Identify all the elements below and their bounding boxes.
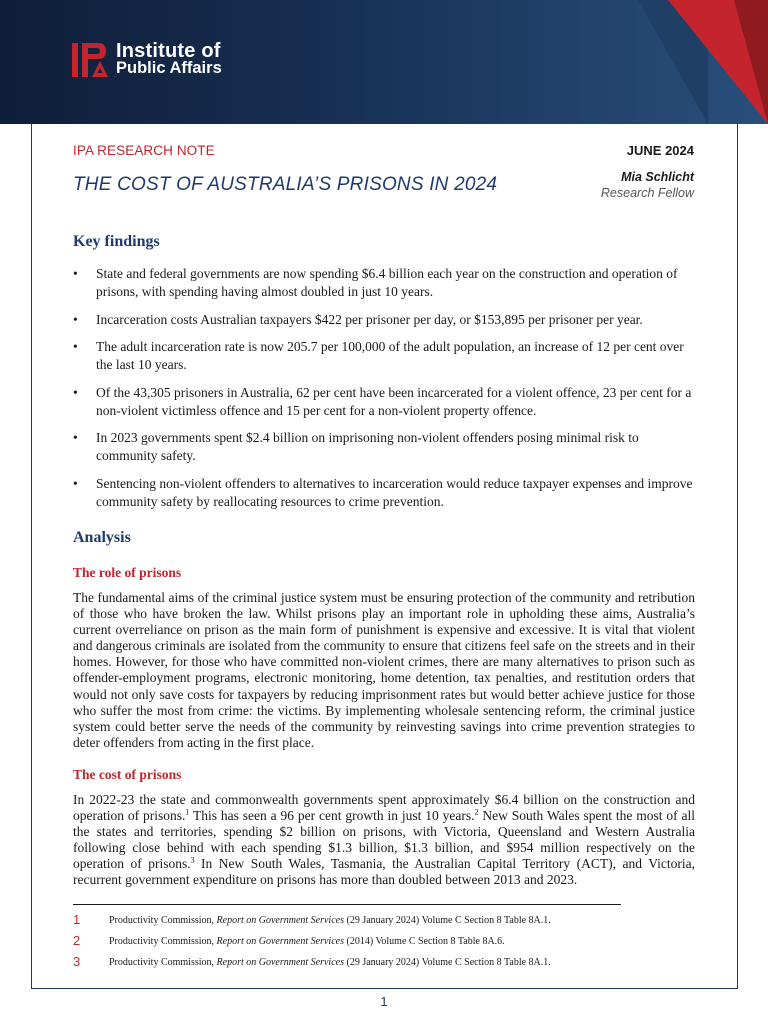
footnote-title: Report on Government Services: [216, 936, 344, 947]
footnote-source: Productivity Commission,: [109, 915, 217, 926]
logo-line-2: Public Affairs: [116, 59, 222, 77]
list-item: [73, 338, 695, 374]
list-item: [73, 475, 695, 511]
bullet-icon: •: [73, 430, 78, 445]
footnote: [73, 955, 695, 969]
footnote-source: Productivity Commission,: [109, 957, 217, 968]
finding-text: State and federal governments are now spending $6.4 billion each year on the construction and operation of prisons, with spending having almost doubled in just 10 years.: [96, 266, 678, 299]
paragraph-text: In New South Wales, Tasmania, the Australian Capital Territory (ACT), and Victoria, recurrent government expenditure on prisons has more than doubled between 2013 and 2023.: [73, 856, 695, 888]
author-name: Mia Schlicht: [621, 170, 694, 184]
publication-date: JUNE 2024: [626, 143, 694, 158]
list-item: [73, 429, 695, 465]
list-item: [73, 311, 695, 329]
cost-of-prisons-heading: The cost of prisons: [73, 767, 182, 782]
footnote: [73, 934, 695, 948]
footnote-detail: (29 January 2024) Volume C Section 8 Table 8A.1.: [343, 957, 551, 968]
footnote-detail: (29 January 2024) Volume C Section 8 Table 8A.1.: [343, 915, 551, 926]
finding-text: In 2023 governments spent $2.4 billion on imprisoning non-violent offenders posing minimal risk to community safety.: [96, 430, 639, 463]
list-item: [73, 384, 695, 420]
footnote-title: Report on Government Services: [216, 957, 344, 968]
bullet-icon: •: [73, 339, 78, 354]
key-findings-list: [73, 265, 695, 520]
bullet-icon: •: [73, 475, 78, 491]
paragraph-text: New South Wales spent the most of all the states and territories, spending $2 billion on prisons, with Victoria, Queensland and Western Australia following close behind with each spending $1.3 billion, $1.3 billion, and $954 million respectively on the operation of prisons.: [73, 808, 695, 872]
footnote-ref[interactable]: 2: [474, 807, 479, 817]
footnote: [73, 913, 695, 927]
footnote-ref[interactable]: 1: [185, 807, 190, 817]
author-role: Research Fellow: [600, 186, 694, 200]
document-title: THE COST OF AUSTRALIA’S PRISONS IN 2024: [73, 174, 498, 195]
analysis-heading: Analysis: [73, 529, 131, 546]
footnote-text: [109, 913, 695, 927]
footnote-source: Productivity Commission,: [109, 936, 217, 947]
role-of-prisons-heading: The role of prisons: [73, 565, 182, 580]
footnote-text: [109, 955, 695, 969]
footnote-ref[interactable]: 3: [190, 855, 195, 865]
note-label: IPA RESEARCH NOTE: [73, 143, 215, 158]
footnote-number: 1: [73, 912, 81, 927]
cost-of-prisons-paragraph: [73, 792, 695, 889]
header-dark-corner: [734, 0, 768, 124]
footnote-number: 2: [73, 933, 81, 948]
footnote-text: [109, 934, 695, 948]
list-item: [73, 265, 695, 301]
bullet-icon: •: [73, 311, 78, 327]
footnote-detail: (2014) Volume C Section 8 Table 8A.6.: [343, 936, 505, 947]
footnote-title: Report on Government Services: [216, 915, 344, 926]
finding-text: The adult incarceration rate is now 205.7 per 100,000 of the adult population, an increase of 12 per cent over the last 10 years.: [96, 339, 684, 372]
paragraph-text: This has seen a 96 per cent growth in just 10 years.: [189, 808, 475, 824]
finding-text: Sentencing non-violent offenders to alternatives to incarceration would reduce taxpayer expenses and improve community safety by reallocating resources to crime prevention.: [96, 475, 693, 509]
header-banner: [0, 0, 768, 124]
author-block: [601, 170, 694, 201]
bullet-icon: •: [73, 266, 78, 281]
footnote-number: 3: [73, 954, 81, 969]
logo-line-1: Institute of: [116, 40, 221, 62]
paragraph-text: In 2022-23 the state and commonwealth governments spent approximately $6.4 billion on the construction and operation of prisons.: [73, 792, 695, 824]
finding-text: Incarceration costs Australian taxpayers $422 per prisoner per day, or $153,895 per prisoner per year.: [96, 311, 643, 327]
ipa-logo: [72, 40, 222, 77]
footnote-divider: [73, 904, 621, 905]
bullet-icon: •: [73, 384, 78, 400]
ipa-logo-mark-icon: [72, 43, 112, 77]
page-number: 1: [380, 994, 388, 1009]
finding-text: Of the 43,305 prisoners in Australia, 62 per cent have been incarcerated for a violent offence, 23 per cent for a non-violent victimless offence and 15 per cent for a non-violent property offence.: [96, 384, 692, 418]
key-findings-heading: Key findings: [73, 233, 160, 250]
role-of-prisons-paragraph: The fundamental aims of the criminal justice system must be ensuring protection of the community and retribution of those who have broken the law. Whilst prisons play an important role in upholding these aims, Australia’s current overreliance on prison as the main form of punishment is expensive and excessive. It is vital that violent and dangerous criminals are isolated from the community to ensure that citizens feel safe on the streets and in their homes. However, for those who have committed non-violent crimes, there are many alternatives to prison such as offender-employment programs, electronic monitoring, home detention, tax penalties, and restitution orders that would not only save costs for taxpayers by reducing imprisonment rates but would better achieve justice for those who suffer the most from crime: the victims. By implementing wholesale sentencing reform, the criminal justice system could better serve the needs of the community by reinvesting savings into crime prevention strategies to deter offenders from acting in the first place.: [73, 590, 695, 750]
